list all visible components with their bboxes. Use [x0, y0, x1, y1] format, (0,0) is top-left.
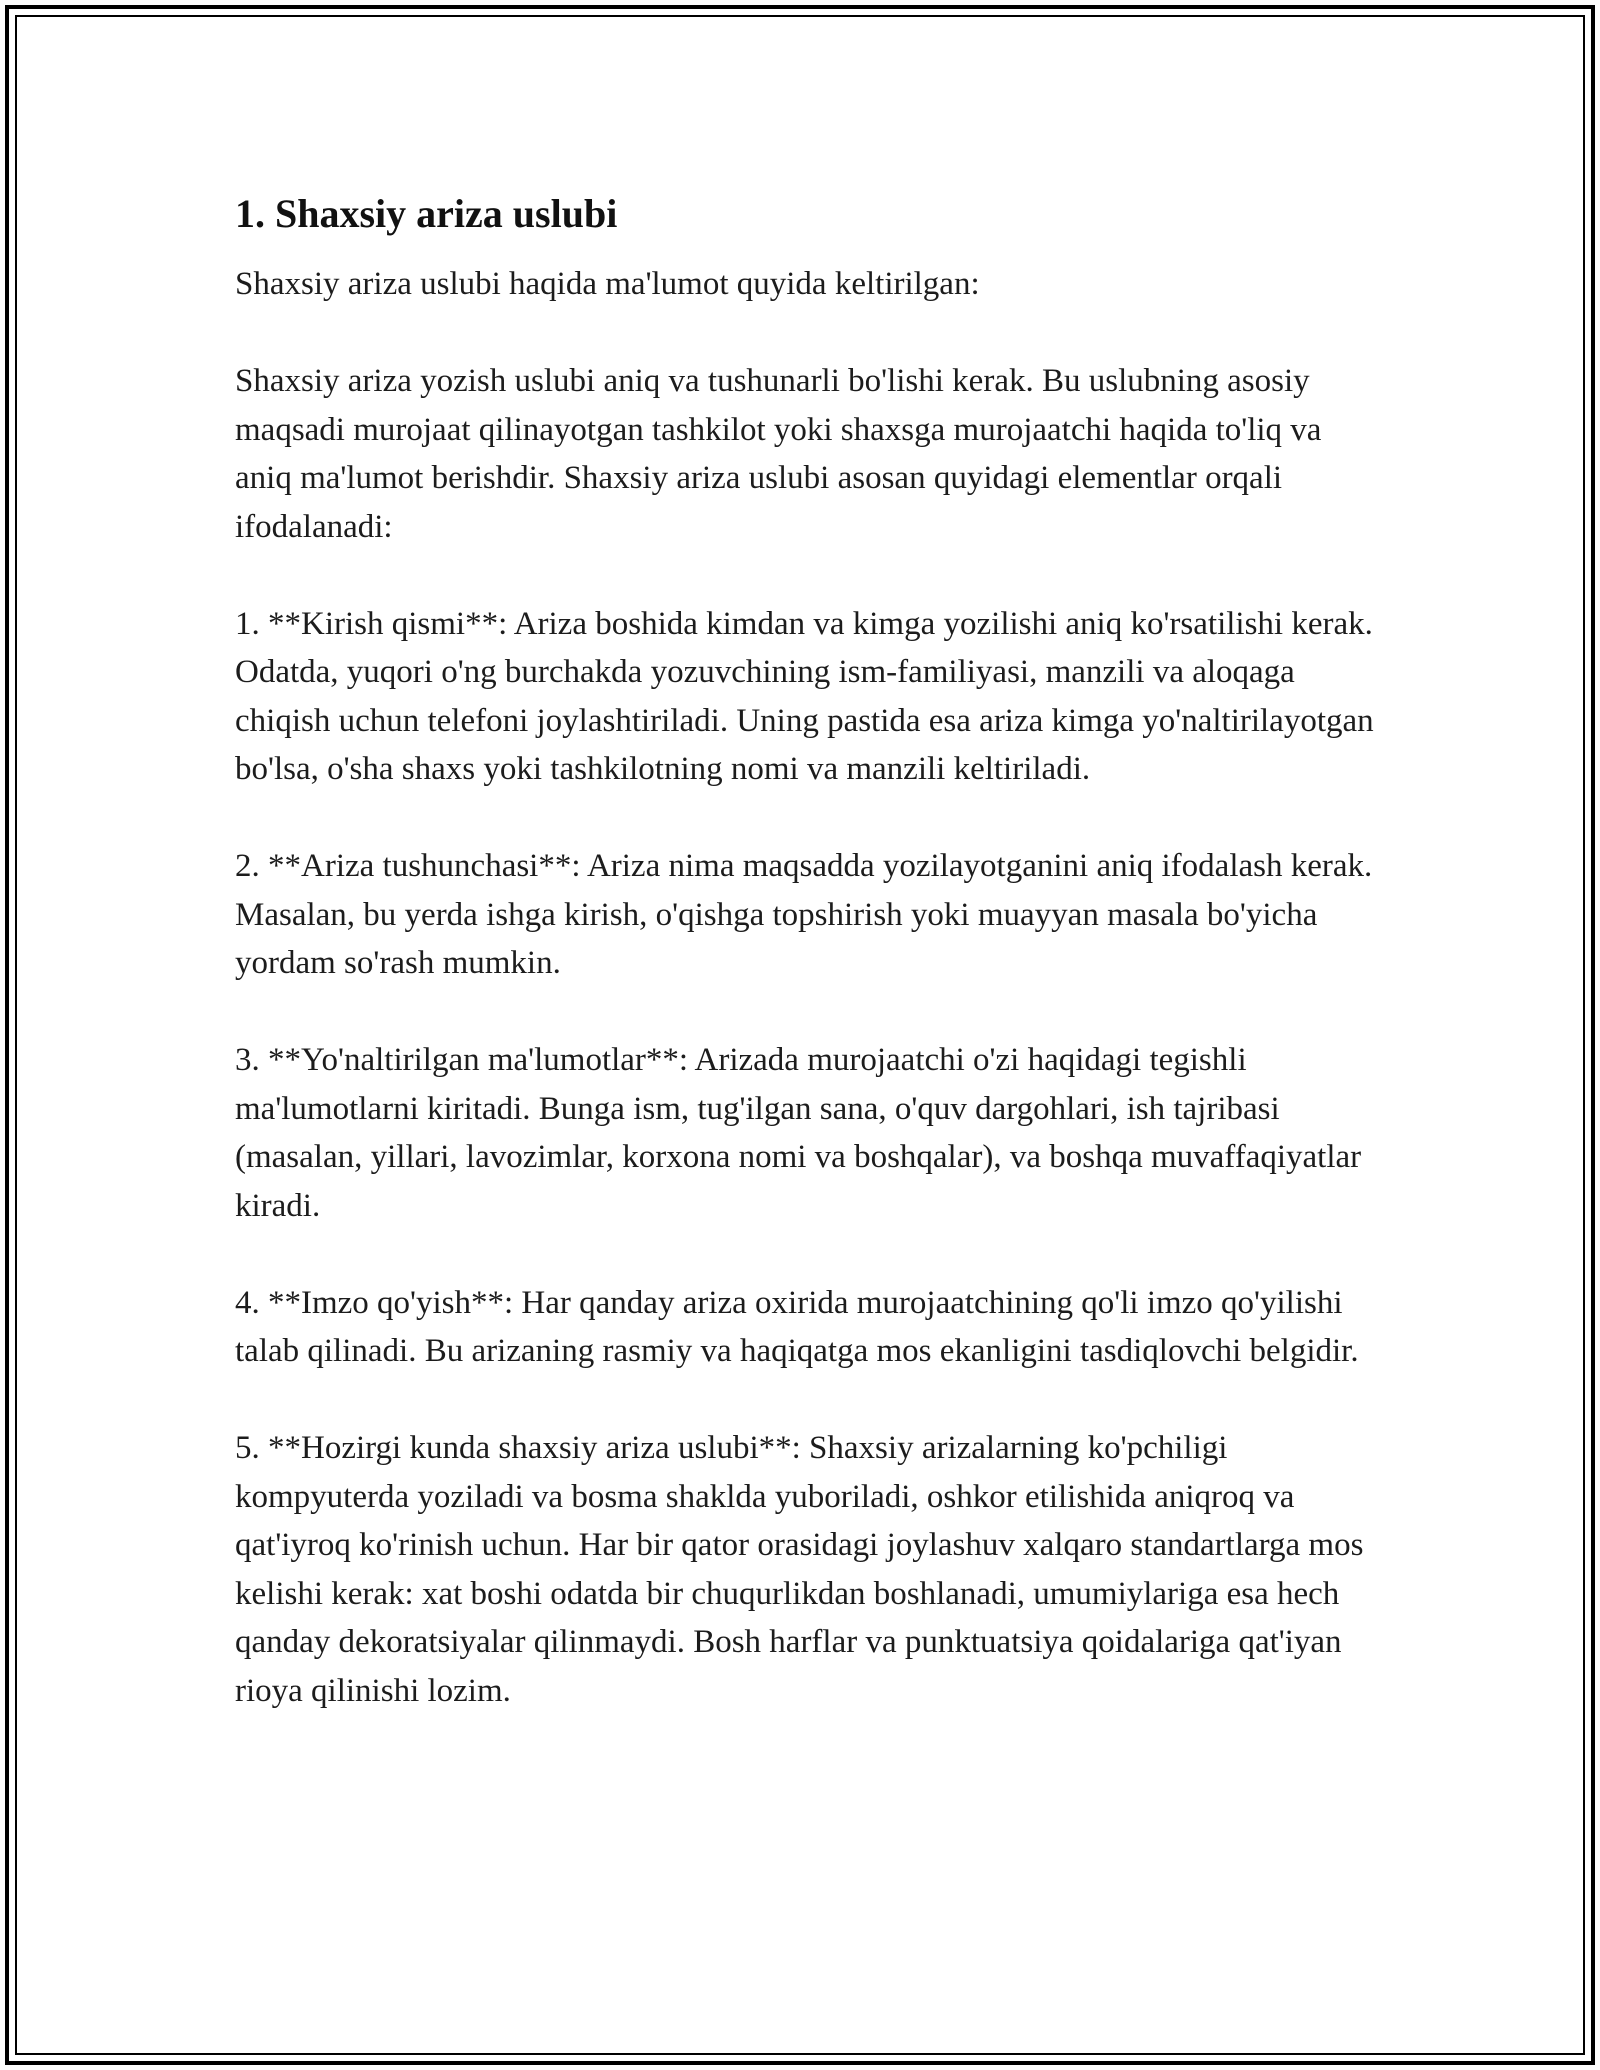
intro-paragraph: Shaxsiy ariza uslubi haqida ma'lumot quyida keltirilgan:: [235, 266, 980, 302]
list-item-3-paragraph: 3. **Yo'naltirilgan ma'lumotlar**: Arizada murojaatchi o'zi haqidagi tegishli ma'lumotlarni kiritadi. Bunga ism, tug'ilgan sana, o'quv dargohlari, ish tajribasi (masalan, yillari, lavozimlar, korxona nomi va boshqalar), va boshqa muvaffaqiyatlar kiradi.: [235, 1042, 1362, 1224]
document-body: [235, 190, 1380, 1764]
overview-paragraph: Shaxsiy ariza yozish uslubi aniq va tushunarli bo'lishi kerak. Bu uslubning asosiy maqsadi murojaat qilinayotgan tashkilot yoki shaxsga murojaatchi haqida to'liq va aniq ma'lumot berishdir. Shaxsiy ariza uslubi asosan quyidagi elementlar orqali ifodalanadi:: [235, 363, 1322, 545]
list-item-4-paragraph: 4. **Imzo qo'yish**: Har qanday ariza oxirida murojaatchining qo'li imzo qo'yilishi talab qilinadi. Bu arizaning rasmiy va haqiqatga mos ekanligini tasdiqlovchi belgidir.: [235, 1284, 1359, 1369]
document-heading: 1. Shaxsiy ariza uslubi: [235, 191, 618, 236]
list-item-5-paragraph: 5. **Hozirgi kunda shaxsiy ariza uslubi**: Shaxsiy arizalarning ko'pchiligi kompyuterda yoziladi va bosma shaklda yuboriladi, oshkor etilishida aniqroq va qat'iyroq ko'rinish uchun. Har bir qator orasidagi joylashuv xalqaro standartlarga mos kelishi kerak: xat boshi odatda bir chuqurlikdan boshlanadi, umumiylariga esa hech qanday dekoratsiyalar qilinmaydi. Bosh harflar va punktuatsiya qoidalariga qat'iyan rioya qilinishi lozim.: [235, 1430, 1364, 1709]
list-item-2-paragraph: 2. **Ariza tushunchasi**: Ariza nima maqsadda yozilayotganini aniq ifodalash kerak. Masalan, bu yerda ishga kirish, o'qishga topshirish yoki muayyan masala bo'yicha yordam so'rash mumkin.: [235, 848, 1373, 981]
list-item-1-paragraph: 1. **Kirish qismi**: Ariza boshida kimdan va kimga yozilishi aniq ko'rsatilishi kerak. Odatda, yuqori o'ng burchakda yozuvchining ism-familiyasi, manzili va aloqaga chiqish uchun telefoni joylashtiriladi. Uning pastida esa ariza kimga yo'naltirilayotgan bo'lsa, o'sha shaxs yoki tashkilotning nomi va manzili keltiriladi.: [235, 605, 1374, 787]
